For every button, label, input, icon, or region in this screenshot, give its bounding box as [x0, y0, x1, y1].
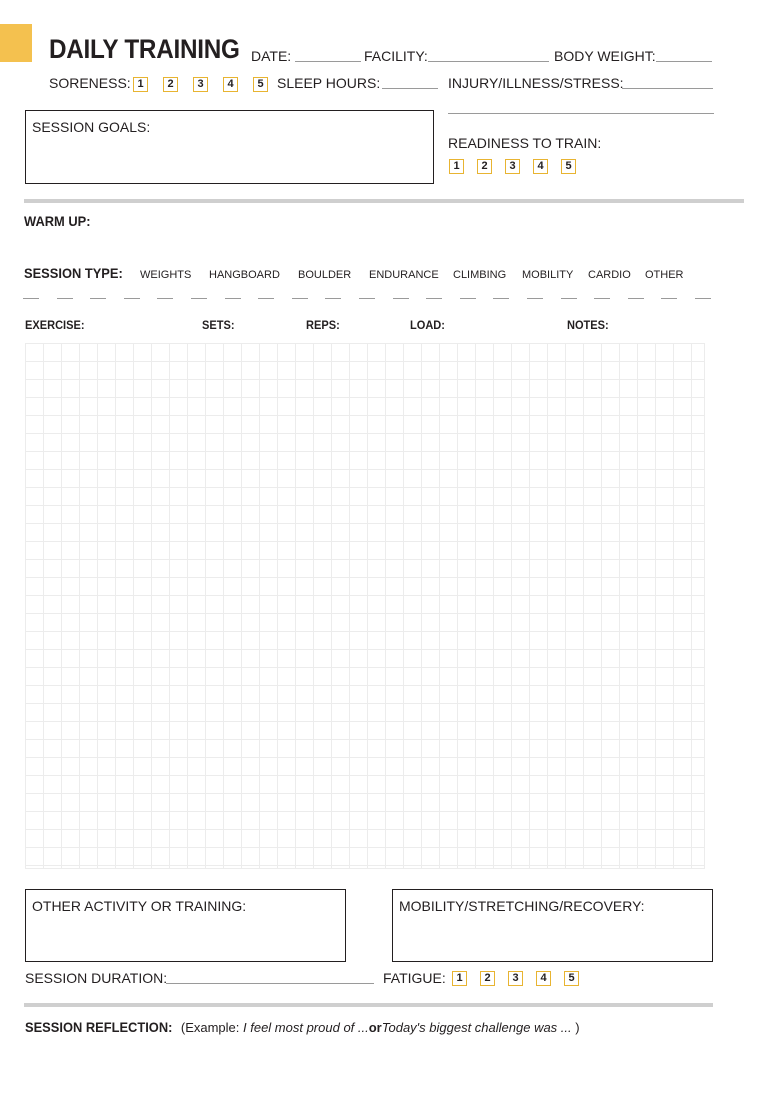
dash-segment [90, 298, 106, 299]
dash-segment [493, 298, 509, 299]
facility-field[interactable] [428, 61, 549, 62]
readiness-scale [449, 159, 589, 174]
dash-segment [225, 298, 241, 299]
col-notes: NOTES: [567, 318, 609, 332]
dash-segment [527, 298, 543, 299]
injury-field[interactable] [622, 88, 713, 89]
injury-field-line-2[interactable] [448, 113, 714, 114]
session-type-boulder[interactable]: BOULDER [298, 269, 352, 281]
section-divider [24, 199, 744, 203]
reflection-example-2: Today's biggest challenge was ... [381, 1020, 572, 1035]
accent-tab [0, 24, 32, 62]
col-exercise: EXERCISE: [25, 318, 85, 332]
col-sets: SETS: [202, 318, 235, 332]
session-goals-box[interactable] [25, 110, 434, 184]
scale-box[interactable]: 5 [561, 159, 576, 174]
dash-segment [157, 298, 173, 299]
date-field[interactable] [295, 61, 361, 62]
scale-box[interactable]: 2 [477, 159, 492, 174]
dash-segment [594, 298, 610, 299]
dash-segment [124, 298, 140, 299]
scale-box[interactable]: 1 [133, 77, 148, 92]
session-type-other[interactable]: OTHER [645, 269, 684, 281]
dash-segment [426, 298, 442, 299]
scale-box[interactable]: 3 [508, 971, 523, 986]
col-reps: REPS: [306, 318, 340, 332]
fatigue-label: FATIGUE: [383, 970, 446, 986]
scale-box[interactable]: 4 [223, 77, 238, 92]
exercise-log-grid[interactable] [25, 343, 705, 869]
body-weight-label: BODY WEIGHT: [554, 48, 656, 64]
dash-segment [460, 298, 476, 299]
dash-segment [359, 298, 375, 299]
scale-box[interactable]: 5 [564, 971, 579, 986]
warm-up-label: WARM UP: [24, 213, 91, 229]
session-duration-label: SESSION DURATION: [25, 970, 168, 986]
session-type-climbing[interactable]: CLIMBING [453, 269, 507, 281]
injury-label: INJURY/ILLNESS/STRESS: [448, 75, 624, 91]
session-type-hangboard[interactable]: HANGBOARD [209, 269, 280, 281]
dash-segment [292, 298, 308, 299]
scale-box[interactable]: 2 [480, 971, 495, 986]
dash-segment [258, 298, 274, 299]
sleep-hours-field[interactable] [382, 88, 438, 89]
session-reflection [25, 1019, 580, 1035]
other-activity-box[interactable] [25, 889, 346, 962]
session-reflection-label: SESSION REFLECTION: [25, 1019, 173, 1035]
page-title: DAILY TRAINING [49, 34, 240, 64]
scale-box[interactable]: 3 [193, 77, 208, 92]
session-type-weights[interactable]: WEIGHTS [140, 269, 192, 281]
session-type-label: SESSION TYPE: [24, 265, 123, 281]
dash-segment [628, 298, 644, 299]
fatigue-scale [452, 971, 592, 986]
scale-box[interactable]: 2 [163, 77, 178, 92]
dash-segment [561, 298, 577, 299]
soreness-label: SORENESS: [49, 75, 131, 91]
other-activity-label: OTHER ACTIVITY OR TRAINING: [32, 898, 247, 914]
dash-segment [23, 298, 39, 299]
session-type-cardio[interactable]: CARDIO [588, 269, 631, 281]
dash-segment [325, 298, 341, 299]
dash-segment [191, 298, 207, 299]
dash-segment [695, 298, 711, 299]
section-divider [24, 1003, 713, 1007]
soreness-scale [133, 77, 281, 92]
session-type-endurance[interactable]: ENDURANCE [369, 269, 439, 281]
scale-box[interactable]: 1 [452, 971, 467, 986]
sleep-hours-label: SLEEP HOURS: [277, 75, 381, 91]
col-load: LOAD: [410, 318, 445, 332]
reflection-or: or [368, 1020, 382, 1035]
mobility-label: MOBILITY/STRETCHING/RECOVERY: [399, 898, 645, 914]
session-duration-field[interactable] [166, 983, 374, 984]
date-label: DATE: [251, 48, 292, 64]
mobility-box[interactable] [392, 889, 713, 962]
scale-box[interactable]: 5 [253, 77, 268, 92]
dash-segment [57, 298, 73, 299]
dash-segment [393, 298, 409, 299]
scale-box[interactable]: 1 [449, 159, 464, 174]
session-goals-label: SESSION GOALS: [32, 119, 151, 135]
reflection-suffix: ) [571, 1020, 580, 1035]
reflection-example-1: I feel most proud of ... [243, 1020, 369, 1035]
scale-box[interactable]: 4 [536, 971, 551, 986]
reflection-example-prefix: (Example: [180, 1020, 243, 1035]
readiness-label: READINESS TO TRAIN: [448, 135, 602, 151]
dash-segment [661, 298, 677, 299]
body-weight-field[interactable] [656, 61, 712, 62]
facility-label: FACILITY: [364, 48, 428, 64]
scale-box[interactable]: 4 [533, 159, 548, 174]
scale-box[interactable]: 3 [505, 159, 520, 174]
session-type-mobility[interactable]: MOBILITY [522, 269, 574, 281]
